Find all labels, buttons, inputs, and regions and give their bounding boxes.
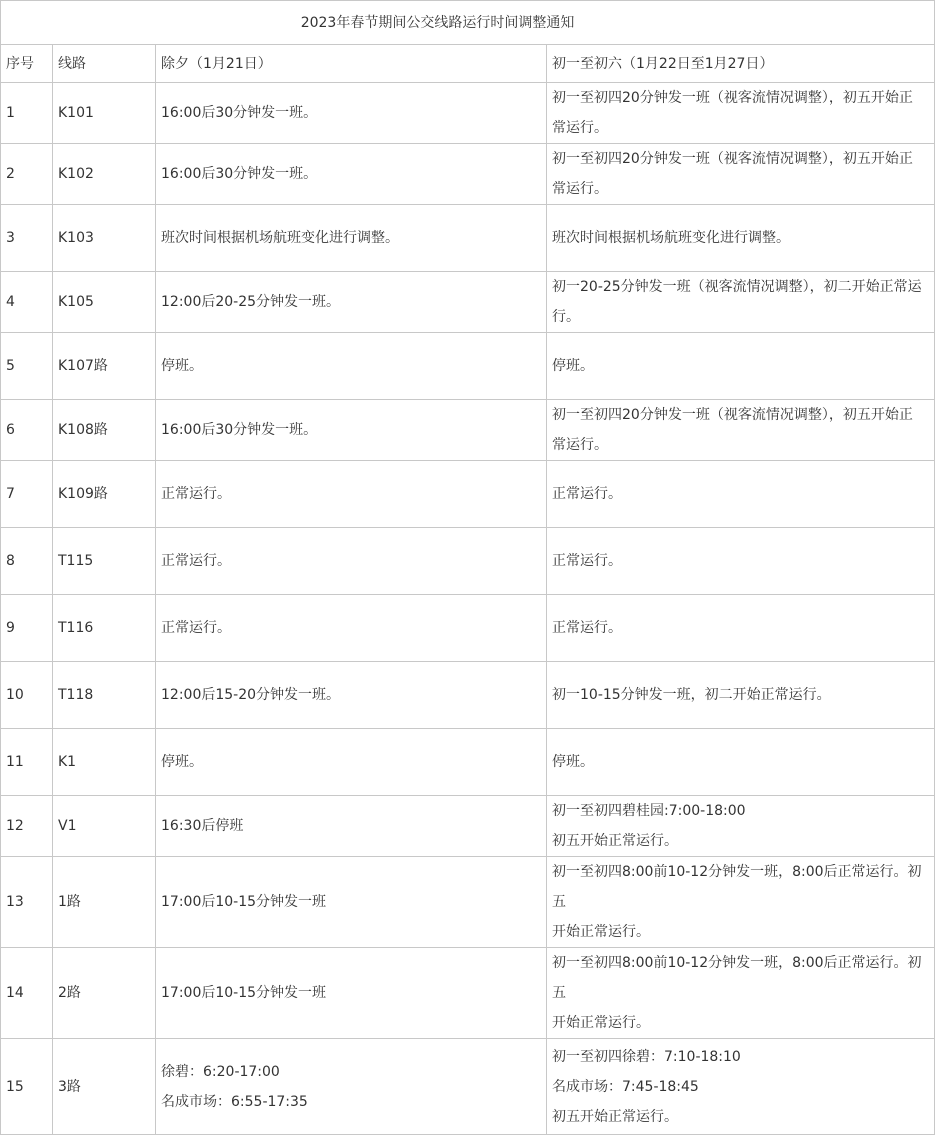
row-eve bbox=[156, 528, 547, 595]
row-route: K109路 bbox=[53, 461, 156, 528]
table-row bbox=[1, 272, 935, 333]
row-days-line: 初一10-15分钟发一班，初二开始正常运行。 bbox=[552, 687, 831, 703]
row-days bbox=[547, 400, 935, 461]
table-row bbox=[1, 144, 935, 205]
row-eve-line: 停班。 bbox=[161, 754, 203, 770]
row-eve-line: 16:30后停班 bbox=[161, 818, 244, 834]
row-eve bbox=[156, 461, 547, 528]
row-days-line: 停班。 bbox=[552, 754, 594, 770]
table-row bbox=[1, 662, 935, 729]
row-route: K102 bbox=[53, 144, 156, 205]
table-row bbox=[1, 948, 935, 1039]
row-days-line: 停班。 bbox=[552, 358, 594, 374]
header-index: 序号 bbox=[1, 45, 53, 83]
row-eve-line: 17:00后10-15分钟发一班 bbox=[161, 894, 327, 910]
row-route: K103 bbox=[53, 205, 156, 272]
table-row bbox=[1, 796, 935, 857]
row-days-line: 初一至初四徐碧：7:10-18:10 bbox=[552, 1048, 741, 1065]
row-eve bbox=[156, 1039, 547, 1135]
row-eve-line: 正常运行。 bbox=[161, 553, 231, 569]
row-route: K101 bbox=[53, 83, 156, 144]
row-days-line: 常运行。 bbox=[552, 120, 608, 136]
row-days-line: 开始正常运行。 bbox=[552, 924, 650, 940]
row-days-line: 初一至初四碧桂园:7:00-18:00 bbox=[552, 803, 746, 819]
row-days bbox=[547, 857, 935, 948]
title-row bbox=[1, 1, 935, 45]
row-days bbox=[547, 528, 935, 595]
row-days bbox=[547, 1039, 935, 1135]
row-eve bbox=[156, 857, 547, 948]
row-days bbox=[547, 796, 935, 857]
row-days bbox=[547, 205, 935, 272]
table-row bbox=[1, 729, 935, 796]
table-row bbox=[1, 461, 935, 528]
row-index: 14 bbox=[1, 948, 53, 1039]
row-eve bbox=[156, 205, 547, 272]
row-route: T115 bbox=[53, 528, 156, 595]
row-eve bbox=[156, 144, 547, 205]
row-days-line: 常运行。 bbox=[552, 181, 608, 197]
row-route: T116 bbox=[53, 595, 156, 662]
row-eve-line: 正常运行。 bbox=[161, 620, 231, 636]
row-days-line: 正常运行。 bbox=[552, 620, 622, 636]
row-route: K107路 bbox=[53, 333, 156, 400]
row-days-line: 初一至初四20分钟发一班（视客流情况调整），初五开始正 bbox=[552, 151, 913, 167]
row-index: 2 bbox=[1, 144, 53, 205]
row-eve bbox=[156, 662, 547, 729]
row-eve bbox=[156, 83, 547, 144]
row-index: 1 bbox=[1, 83, 53, 144]
row-index: 4 bbox=[1, 272, 53, 333]
table-row bbox=[1, 205, 935, 272]
row-route: V1 bbox=[53, 796, 156, 857]
table-row bbox=[1, 857, 935, 948]
row-eve-line: 17:00后10-15分钟发一班 bbox=[161, 985, 327, 1001]
row-index: 9 bbox=[1, 595, 53, 662]
row-days-line: 初一至初四20分钟发一班（视客流情况调整），初五开始正 bbox=[552, 90, 913, 106]
row-index: 15 bbox=[1, 1039, 53, 1135]
row-eve-line: 16:00后30分钟发一班。 bbox=[161, 105, 318, 121]
row-days-line: 正常运行。 bbox=[552, 486, 622, 502]
row-index: 3 bbox=[1, 205, 53, 272]
table-row bbox=[1, 400, 935, 461]
row-index: 7 bbox=[1, 461, 53, 528]
row-eve bbox=[156, 729, 547, 796]
header-days: 初一至初六（1月22日至1月27日） bbox=[547, 45, 935, 83]
row-days bbox=[547, 83, 935, 144]
row-days-line: 初五开始正常运行。 bbox=[552, 1108, 678, 1125]
row-eve bbox=[156, 595, 547, 662]
row-index: 5 bbox=[1, 333, 53, 400]
row-index: 12 bbox=[1, 796, 53, 857]
row-days bbox=[547, 948, 935, 1039]
table-row bbox=[1, 1039, 935, 1135]
row-days-line: 初五开始正常运行。 bbox=[552, 833, 678, 849]
row-eve-line: 名成市场：6:55-17:35 bbox=[161, 1093, 308, 1110]
notice-title: 2023年春节期间公交线路运行时间调整通知 bbox=[1, 1, 935, 45]
row-eve-line: 班次时间根据机场航班变化进行调整。 bbox=[161, 230, 399, 246]
row-eve-line: 停班。 bbox=[161, 358, 203, 374]
row-eve bbox=[156, 796, 547, 857]
row-days bbox=[547, 333, 935, 400]
table-row bbox=[1, 595, 935, 662]
row-route: T118 bbox=[53, 662, 156, 729]
row-route: 1路 bbox=[53, 857, 156, 948]
row-days-line: 初一至初四8:00前10-12分钟发一班，8:00后正常运行。初五 bbox=[552, 955, 922, 1001]
row-eve-line: 正常运行。 bbox=[161, 486, 231, 502]
row-eve-line: 16:00后30分钟发一班。 bbox=[161, 422, 318, 438]
row-route: K108路 bbox=[53, 400, 156, 461]
row-days bbox=[547, 729, 935, 796]
row-eve bbox=[156, 400, 547, 461]
row-days-line: 正常运行。 bbox=[552, 553, 622, 569]
row-route: 2路 bbox=[53, 948, 156, 1039]
row-days-line: 初一至初四8:00前10-12分钟发一班，8:00后正常运行。初五 bbox=[552, 864, 922, 910]
row-days bbox=[547, 461, 935, 528]
row-days-line: 初一至初四20分钟发一班（视客流情况调整），初五开始正 bbox=[552, 407, 913, 423]
row-days-line: 行。 bbox=[552, 309, 580, 325]
row-days bbox=[547, 662, 935, 729]
table-row bbox=[1, 528, 935, 595]
row-days-line: 开始正常运行。 bbox=[552, 1015, 650, 1031]
row-eve bbox=[156, 272, 547, 333]
row-index: 6 bbox=[1, 400, 53, 461]
row-index: 10 bbox=[1, 662, 53, 729]
row-days-line: 常运行。 bbox=[552, 437, 608, 453]
row-eve-line: 12:00后15-20分钟发一班。 bbox=[161, 687, 341, 703]
row-eve bbox=[156, 948, 547, 1039]
row-days-line: 班次时间根据机场航班变化进行调整。 bbox=[552, 230, 790, 246]
header-route: 线路 bbox=[53, 45, 156, 83]
header-row bbox=[1, 45, 935, 83]
row-eve-line: 16:00后30分钟发一班。 bbox=[161, 166, 318, 182]
table-row bbox=[1, 333, 935, 400]
row-index: 8 bbox=[1, 528, 53, 595]
row-index: 11 bbox=[1, 729, 53, 796]
row-eve bbox=[156, 333, 547, 400]
row-days bbox=[547, 595, 935, 662]
row-route: K105 bbox=[53, 272, 156, 333]
row-index: 13 bbox=[1, 857, 53, 948]
row-route: 3路 bbox=[53, 1039, 156, 1135]
row-eve-line: 徐碧：6:20-17:00 bbox=[161, 1063, 280, 1080]
row-eve-line: 12:00后20-25分钟发一班。 bbox=[161, 294, 341, 310]
row-days-line: 名成市场：7:45-18:45 bbox=[552, 1078, 699, 1095]
header-eve: 除夕（1月21日） bbox=[156, 45, 547, 83]
row-days-line: 初一20-25分钟发一班（视客流情况调整），初二开始正常运 bbox=[552, 279, 922, 295]
row-days bbox=[547, 272, 935, 333]
row-route: K1 bbox=[53, 729, 156, 796]
row-days bbox=[547, 144, 935, 205]
table-row bbox=[1, 83, 935, 144]
